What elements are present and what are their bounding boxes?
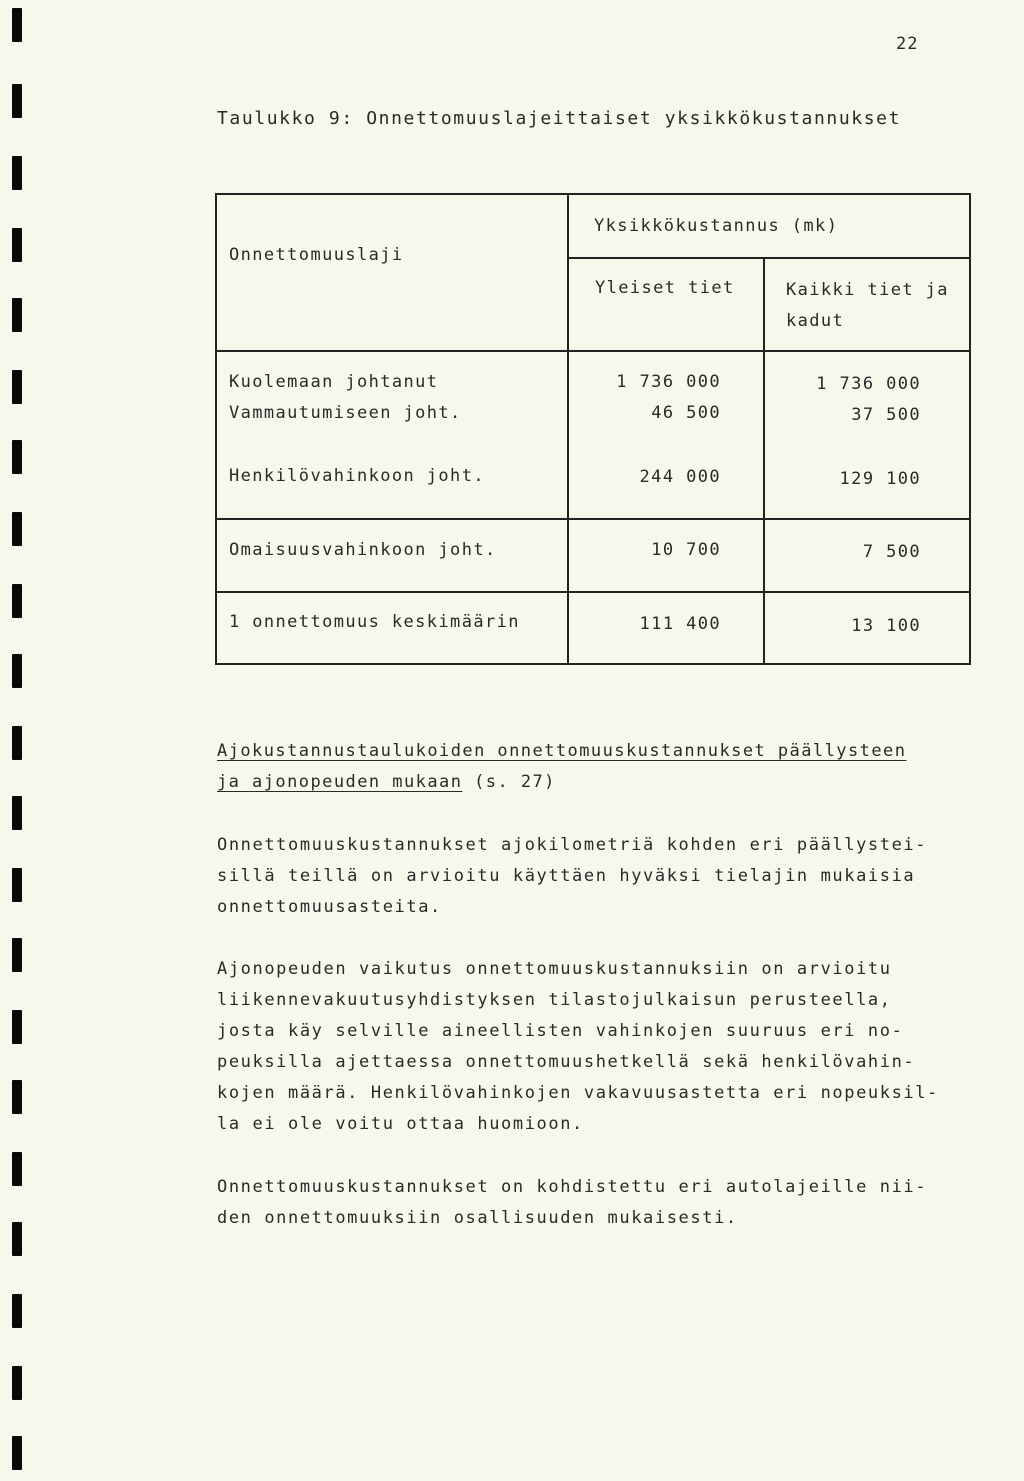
text-line: kojen määrä. Henkilövahinkojen vakavuusastetta eri nopeuksil-	[217, 1083, 939, 1103]
page-number: 22	[896, 34, 919, 54]
row-label-injury: Vammautumiseen joht.	[229, 403, 462, 423]
text-line: onnettomuusasteita.	[217, 897, 442, 917]
value-property-damage-public: 10 700	[651, 540, 721, 560]
value-average-all: 13 100	[851, 616, 921, 636]
text-line: la ei ole voitu ottaa huomioon.	[217, 1114, 584, 1134]
header-public-roads: Yleiset tiet	[595, 278, 735, 298]
text-line: liikennevakuutusyhdistyksen tilastojulkaisun perusteella,	[217, 990, 892, 1010]
text-line: josta käy selville aineellisten vahinkojen suuruus eri no-	[217, 1021, 904, 1041]
table-caption-title: Onnettomuuslajeittaiset yksikkökustannukset	[366, 108, 902, 129]
section-heading-ref: (s. 27)	[462, 772, 556, 792]
text-line: den onnettomuuksiin osallisuuden mukaisesti.	[217, 1208, 738, 1228]
header-all-roads-cont: kadut	[786, 311, 845, 331]
cost-table	[215, 193, 971, 669]
value-fatal-all: 1 736 000	[816, 374, 921, 394]
value-personal-injury-public: 244 000	[639, 467, 721, 487]
section-heading-line1: Ajokustannustaulukoiden onnettomuuskustannukset päällysteen	[217, 741, 907, 761]
row-label-property-damage: Omaisuusvahinkoon joht.	[229, 540, 497, 560]
value-property-damage-all: 7 500	[862, 542, 921, 562]
text-line: Ajonopeuden vaikutus onnettomuuskustannuksiin on arvioitu	[217, 959, 892, 979]
paragraph-2	[217, 954, 997, 1140]
row-label-fatal: Kuolemaan johtanut	[229, 372, 439, 392]
value-fatal-public: 1 736 000	[616, 372, 721, 392]
header-unit-cost: Yksikkökustannus (mk)	[594, 216, 839, 236]
section-heading-line2: ja ajonopeuden mukaan	[217, 772, 463, 792]
text-line: peuksilla ajettaessa onnettomuushetkellä sekä henkilövahin-	[217, 1052, 916, 1072]
header-all-roads: Kaikki tiet ja	[786, 280, 949, 300]
text-line: Onnettomuuskustannukset ajokilometriä kohden eri päällystei-	[217, 835, 928, 855]
row-label-personal-injury: Henkilövahinkoon joht.	[229, 466, 485, 486]
row-label-average: 1 onnettomuus keskimäärin	[229, 612, 520, 632]
header-accident-type: Onnettomuuslaji	[229, 245, 404, 265]
paragraph-3	[217, 1172, 997, 1234]
value-injury-public: 46 500	[651, 403, 721, 423]
text-line: Onnettomuuskustannukset on kohdistettu eri autolajeille nii-	[217, 1177, 928, 1197]
value-injury-all: 37 500	[851, 405, 921, 425]
paragraph-1	[217, 830, 997, 923]
value-average-public: 111 400	[639, 614, 721, 634]
table-caption-label: Taulukko 9:	[217, 108, 354, 129]
value-personal-injury-all: 129 100	[839, 469, 921, 489]
binding-holes	[12, 0, 24, 1481]
text-line: sillä teillä on arvioitu käyttäen hyväksi tielajin mukaisia	[217, 866, 916, 886]
table-caption	[217, 108, 901, 129]
section-heading	[217, 736, 977, 798]
